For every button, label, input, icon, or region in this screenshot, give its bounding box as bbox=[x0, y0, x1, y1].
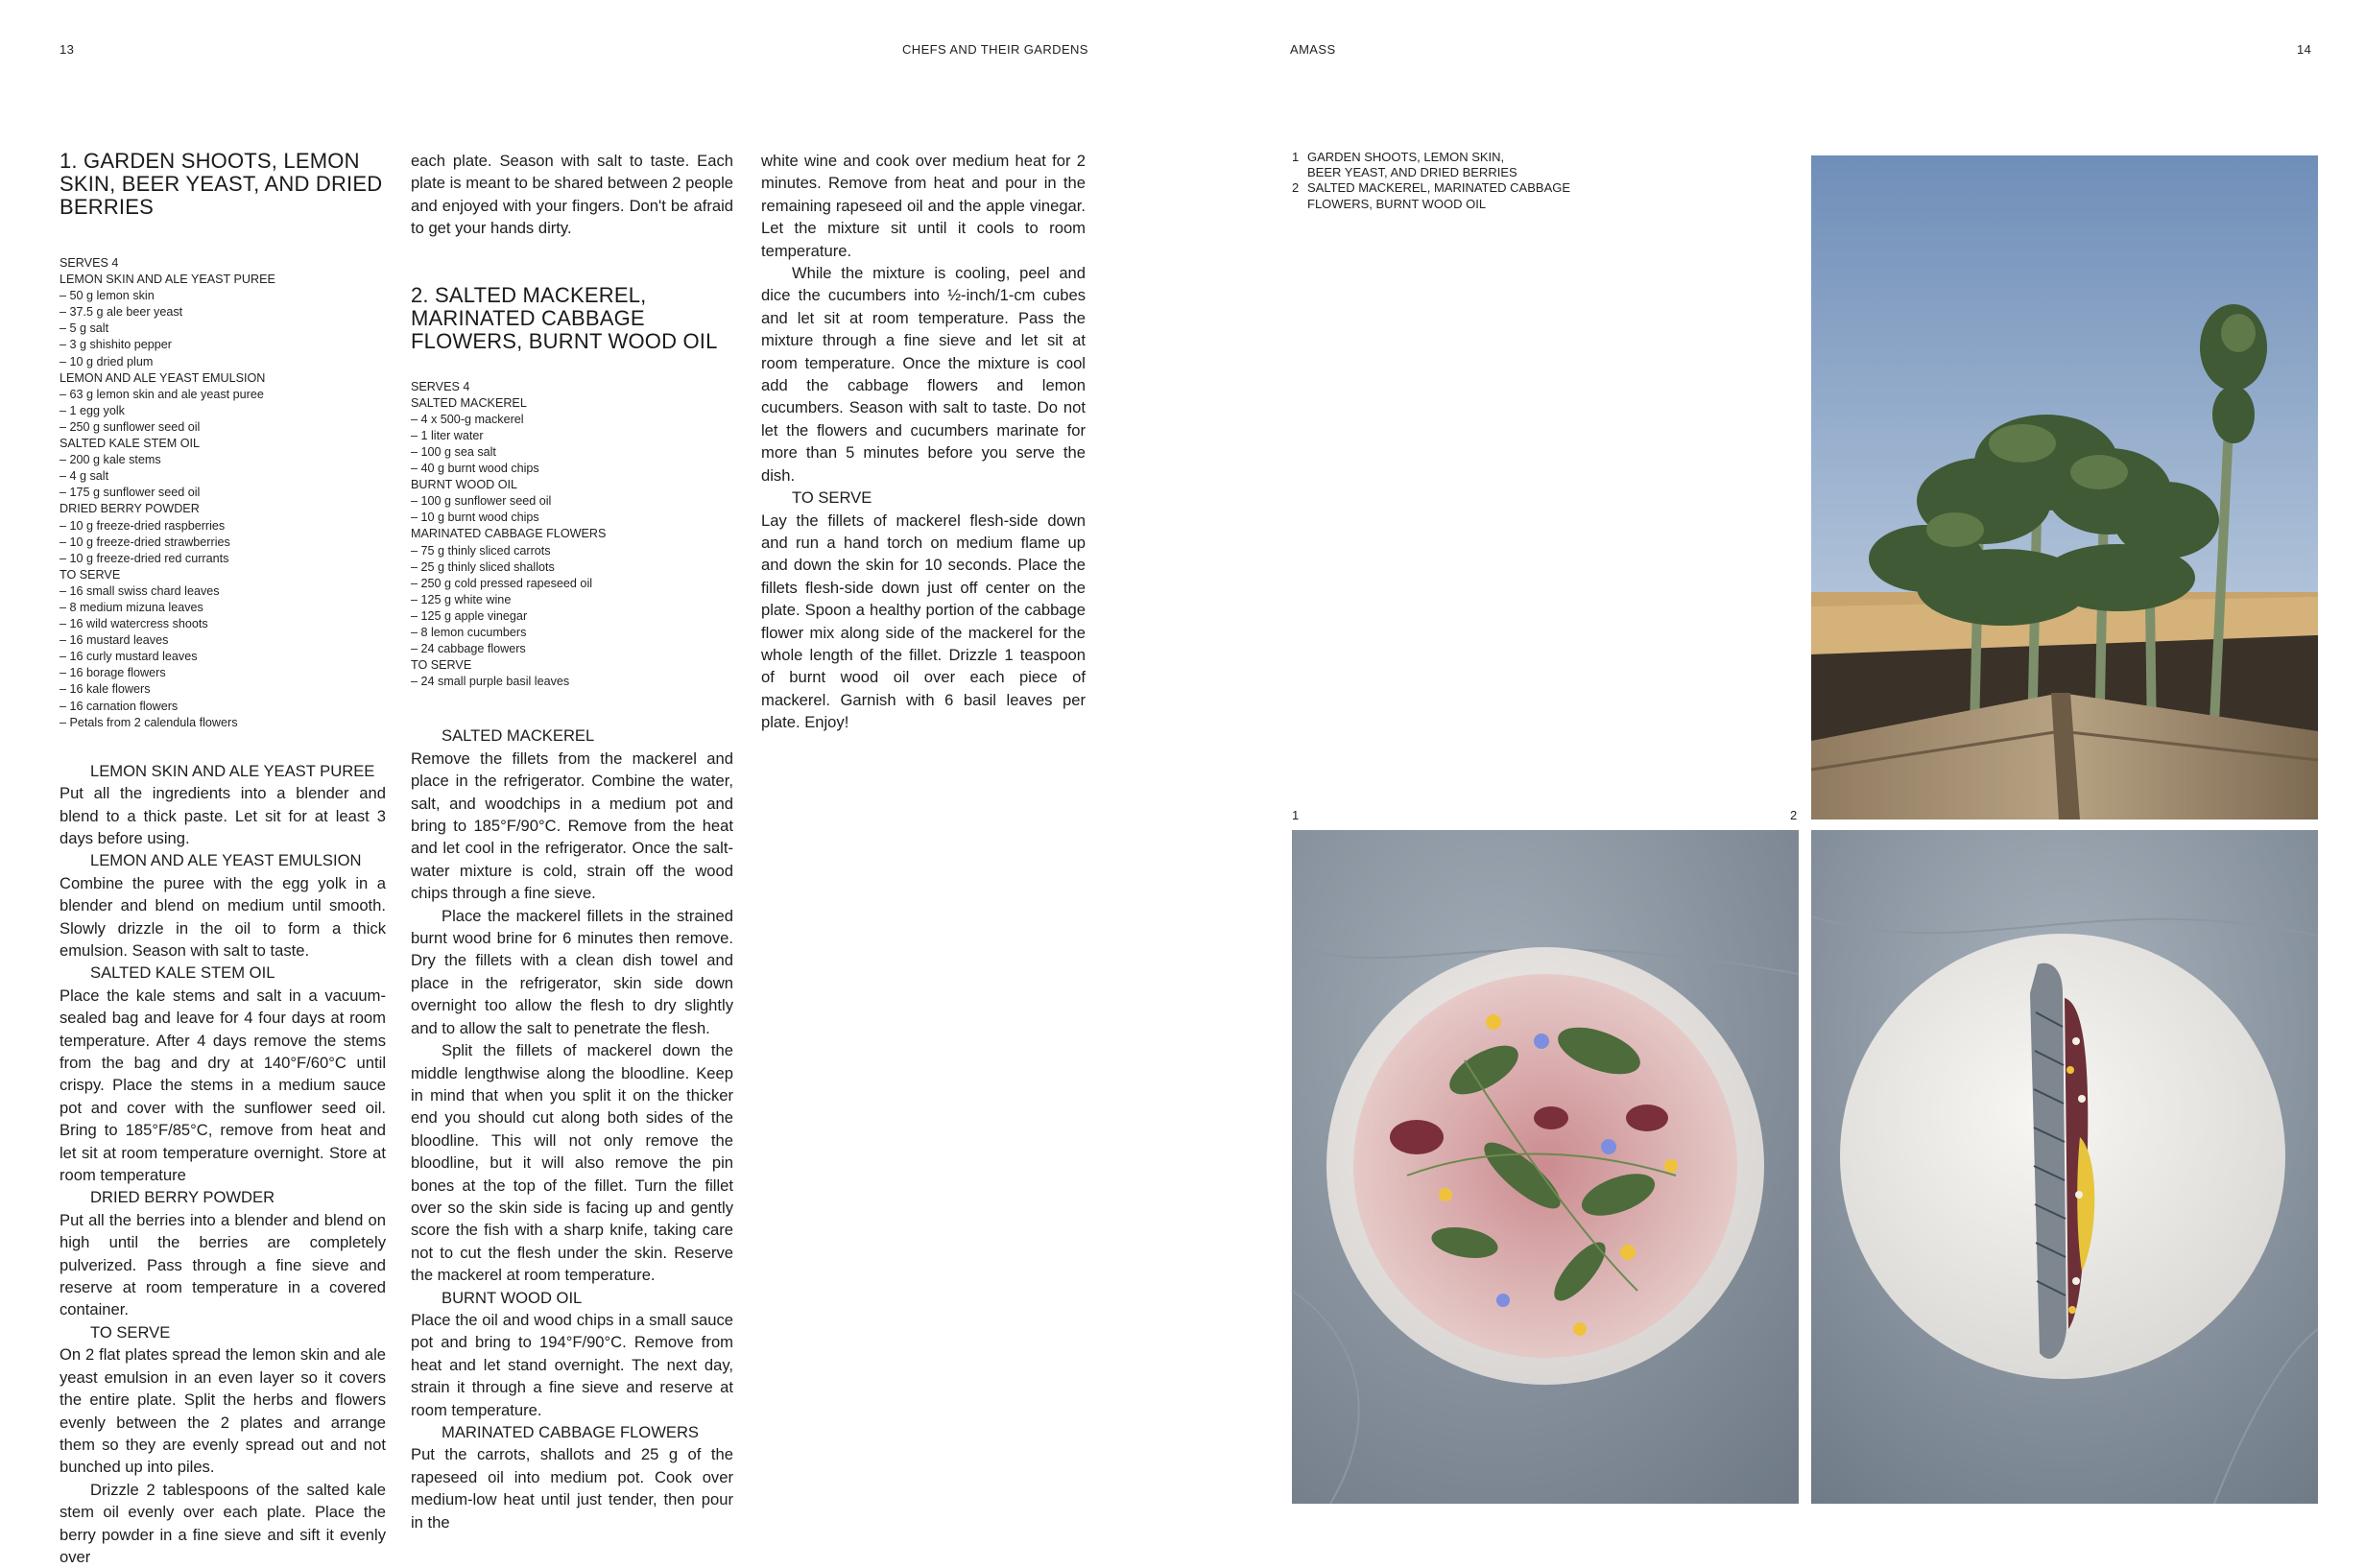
method-subheading: MARINATED CABBAGE FLOWERS bbox=[442, 1423, 699, 1441]
recipe1-continuation: each plate. Season with salt to taste. Each plate is meant to be shared between 2 people and enjoyed with your fingers. Don't be afraid to get your hands dirty. bbox=[411, 152, 733, 238]
figure-number-1: 1 bbox=[1292, 808, 1300, 822]
column-3 bbox=[761, 150, 1086, 734]
ingredient-item: – 125 g apple vinegar bbox=[411, 608, 528, 623]
ingredient-item: – 16 curly mustard leaves bbox=[60, 650, 198, 664]
mackerel-plate-photo bbox=[1811, 830, 2318, 1504]
ingredient-item: – 4 x 500-g mackerel bbox=[411, 412, 524, 426]
ingredient-item: – 1 egg yolk bbox=[60, 403, 125, 417]
ingredient-heading: BURNT WOOD OIL bbox=[411, 478, 518, 492]
method-paragraph: Place the kale stems and salt in a vacuum-sealed bag and leave for 4 four days at room temperature. After 4 days remove the stems from the bag and dry at 140°F/60°C until crispy. Place the stems in a medium sauce pot and cover with the sunflower seed oil. Bring to 185°F/85°C, remove from heat and let sit at room temperature overnight. Store at room temperature bbox=[60, 986, 386, 1185]
method-paragraph: Place the oil and wood chips in a small sauce pot and bring to 194°F/90°C. Remove from heat and let stand overnight. The next day, strain it through a fine sieve and reserve at room temperature. bbox=[411, 1310, 733, 1419]
ingredient-item: – 100 g sea salt bbox=[411, 445, 496, 459]
ingredient-item: – 4 g salt bbox=[60, 469, 109, 484]
recipe1-ingredients bbox=[60, 255, 386, 731]
ingredient-item: – 16 carnation flowers bbox=[60, 699, 179, 713]
ingredient-item: – 5 g salt bbox=[60, 321, 109, 336]
ingredient-heading: SERVES 4 bbox=[411, 379, 470, 393]
ingredient-item: – 10 g freeze-dried red currants bbox=[60, 551, 229, 565]
ingredient-item: – 16 borage flowers bbox=[60, 666, 166, 680]
ingredient-item: – 16 kale flowers bbox=[60, 682, 151, 697]
method-subheading: TO SERVE bbox=[792, 488, 872, 508]
ingredient-item: – 16 mustard leaves bbox=[60, 633, 169, 648]
right-running-title: AMASS bbox=[1290, 42, 1336, 57]
ingredient-item: – 100 g sunflower seed oil bbox=[411, 494, 552, 509]
method-paragraph: Lay the fillets of mackerel flesh-side down and run a hand torch on medium flame up and down the skin for 10 seconds. Place the fillets flesh-side down just off center on the plate. Spoon a healthy portion of the cabbage flower mix along side of the mackerel for the whole length of the fillet. Drizzle 1 teaspoon of burnt wood oil over each piece of mackerel. Garnish with 6 basil leaves per plate. Enjoy! bbox=[761, 511, 1086, 732]
ingredient-item: – 37.5 g ale beer yeast bbox=[60, 305, 183, 320]
ingredient-item: – 16 wild watercress shoots bbox=[60, 617, 208, 631]
ingredient-item: – 24 small purple basil leaves bbox=[411, 675, 570, 689]
ingredient-heading: SERVES 4 bbox=[60, 256, 119, 270]
ingredient-item: – 63 g lemon skin and ale yeast puree bbox=[60, 387, 264, 401]
method-subheading: SALTED MACKEREL bbox=[442, 726, 595, 746]
method-paragraph: While the mixture is cooling, peel and dice the cucumbers into ½-inch/1-cm cubes and let sit at room temperature. Pass the mixture through a fine sieve and let sit at room temperature. Once the mixture is cool add the cabbage flowers and lemon cucumbers. Season with salt to taste. Do not let the flowers and cucumbers marinate for more than 5 minutes before you serve the dish. bbox=[761, 264, 1086, 485]
method-subheading: BURNT WOOD OIL bbox=[442, 1288, 583, 1307]
ingredient-item: – 8 medium mizuna leaves bbox=[60, 600, 203, 614]
ingredient-item: – Petals from 2 calendula flowers bbox=[60, 715, 238, 729]
method-paragraph: Remove the fillets from the mackerel and place in the refrigerator. Combine the water, salt, and woodchips in a medium pot and bring to 185°F/90°C. Remove from the heat and let cool in the refrigerator. Once the salt-water mixture is cold, strain off the wood chips through a fine sieve. bbox=[411, 748, 733, 903]
ingredient-heading: SALTED MACKEREL bbox=[411, 395, 527, 410]
ingredient-item: – 24 cabbage flowers bbox=[411, 642, 526, 656]
figure-number-2: 2 bbox=[1790, 808, 1798, 822]
column-2 bbox=[411, 150, 733, 1533]
recipe2-ingredients bbox=[411, 379, 733, 691]
ingredient-item: – 40 g burnt wood chips bbox=[411, 462, 539, 476]
method-paragraph: On 2 flat plates spread the lemon skin and ale yeast emulsion in an even layer so it covers the entire plate. Split the herbs and flowers evenly between the 2 plates and arrange them so they are evenly spread out and not bunched up into piles. bbox=[60, 1345, 386, 1477]
ingredient-heading: LEMON SKIN AND ALE YEAST PUREE bbox=[60, 273, 275, 287]
ingredient-item: – 175 g sunflower seed oil bbox=[60, 486, 201, 500]
ingredient-item: – 1 liter water bbox=[411, 428, 484, 442]
ingredient-item: – 125 g white wine bbox=[411, 592, 512, 606]
ingredient-item: – 200 g kale stems bbox=[60, 453, 161, 467]
caption-2-line1: SALTED MACKEREL, MARINATED CABBAGE bbox=[1307, 180, 1571, 196]
caption-2 bbox=[1292, 180, 1609, 211]
garden-shoots-plate-photo bbox=[1292, 830, 1799, 1504]
ingredient-item: – 250 g sunflower seed oil bbox=[60, 419, 201, 434]
caption-1 bbox=[1292, 150, 1609, 180]
ingredient-item: – 250 g cold pressed rapeseed oil bbox=[411, 576, 593, 590]
captions bbox=[1292, 150, 1609, 212]
method-subheading: TO SERVE bbox=[90, 1322, 171, 1342]
ingredient-heading: DRIED BERRY POWDER bbox=[60, 502, 200, 516]
ingredient-item: – 10 g freeze-dried raspberries bbox=[60, 518, 226, 533]
ingredient-item: – 10 g freeze-dried strawberries bbox=[60, 535, 230, 549]
method-subheading: DRIED BERRY POWDER bbox=[90, 1188, 275, 1207]
ingredient-heading: SALTED KALE STEM OIL bbox=[60, 437, 201, 451]
recipe2-title: 2. SALTED MACKEREL, MARINATED CABBAGE FLOWERS, BURNT WOOD OIL bbox=[411, 282, 718, 353]
method-subheading: LEMON SKIN AND ALE YEAST PUREE bbox=[90, 761, 375, 780]
method-subheading: SALTED KALE STEM OIL bbox=[90, 963, 275, 983]
ingredient-item: – 25 g thinly sliced shallots bbox=[411, 559, 555, 574]
recipe1-method bbox=[60, 760, 386, 1568]
kale-garden-photo bbox=[1811, 155, 2318, 820]
method-paragraph: Put all the berries into a blender and blend on high until the berries are completely pulverized. Pass through a fine sieve and reserve at room temperature in a covered container. bbox=[60, 1210, 386, 1319]
method-paragraph: Put all the ingredients into a blender and blend to a thick paste. Let sit for at least 3 days before using. bbox=[60, 784, 386, 847]
method-paragraph: Place the mackerel fillets in the strained burnt wood brine for 6 minutes then remove. Dry the fillets with a clean dish towel and place in the refrigerator, skin side down overnight too allow the flesh to dry slightly and to allow the salt to penetrate the flesh. bbox=[411, 906, 733, 1037]
method-paragraph: Split the fillets of mackerel down the middle lengthwise along the bloodline. Keep in mind that when you split it on the thicker end you should cut along both sides of the bloodline. This will not only remove the bloodline, but it will also remove the pin bones at the top of the fillet. Turn the fillet over so the skin side is facing up and gently score the fish with a sharp knife, taking care not to cut the flesh under the skin. Reserve the mackerel at room temperature. bbox=[411, 1041, 733, 1285]
ingredient-item: – 50 g lemon skin bbox=[60, 289, 155, 303]
right-page-number: 14 bbox=[2297, 42, 2312, 57]
ingredient-item: – 16 small swiss chard leaves bbox=[60, 583, 220, 598]
recipe1-title: 1. GARDEN SHOOTS, LEMON SKIN, BEER YEAST, AND DRIED BERRIES bbox=[60, 149, 383, 219]
method-paragraph: white wine and cook over medium heat for 2 minutes. Remove from heat and pour in the remaining rapeseed oil and the apple vinegar. Let the mixture sit until it cools to room temperature. bbox=[761, 152, 1086, 260]
caption-2-number: 2 bbox=[1292, 180, 1300, 196]
caption-1-line2: BEER YEAST, AND DRIED BERRIES bbox=[1307, 165, 1517, 180]
left-page-number: 13 bbox=[60, 42, 75, 57]
ingredient-item: – 10 g burnt wood chips bbox=[411, 511, 539, 525]
left-running-title: CHEFS AND THEIR GARDENS bbox=[902, 42, 1088, 57]
recipe2-method bbox=[411, 725, 733, 1533]
ingredient-item: – 10 g dried plum bbox=[60, 354, 154, 368]
ingredient-heading: MARINATED CABBAGE FLOWERS bbox=[411, 527, 607, 541]
method-paragraph: Combine the puree with the egg yolk in a blender and blend on medium until smooth. Slowly drizzle in the oil to form a thick emulsion. Season with salt to taste. bbox=[60, 873, 386, 960]
ingredient-heading: TO SERVE bbox=[60, 567, 121, 582]
ingredient-heading: TO SERVE bbox=[411, 658, 472, 673]
ingredient-item: – 3 g shishito pepper bbox=[60, 338, 172, 352]
recipe2-continuation bbox=[761, 150, 1086, 734]
method-paragraph: Put the carrots, shallots and 25 g of the rapeseed oil into medium pot. Cook over medium-low heat until just tender, then pour in the bbox=[411, 1445, 733, 1532]
ingredient-item: – 75 g thinly sliced carrots bbox=[411, 543, 551, 558]
method-paragraph: Drizzle 2 tablespoons of the salted kale stem oil evenly over each plate. Place the berry powder in a fine sieve and sift it evenly over bbox=[60, 1480, 386, 1566]
ingredient-heading: LEMON AND ALE YEAST EMULSION bbox=[60, 370, 266, 385]
caption-1-number: 1 bbox=[1292, 150, 1300, 164]
column-1 bbox=[60, 150, 386, 1568]
ingredient-item: – 8 lemon cucumbers bbox=[411, 626, 527, 640]
method-subheading: LEMON AND ALE YEAST EMULSION bbox=[90, 851, 362, 870]
caption-1-line1: GARDEN SHOOTS, LEMON SKIN, bbox=[1307, 150, 1505, 164]
caption-2-line2: FLOWERS, BURNT WOOD OIL bbox=[1307, 196, 1487, 211]
